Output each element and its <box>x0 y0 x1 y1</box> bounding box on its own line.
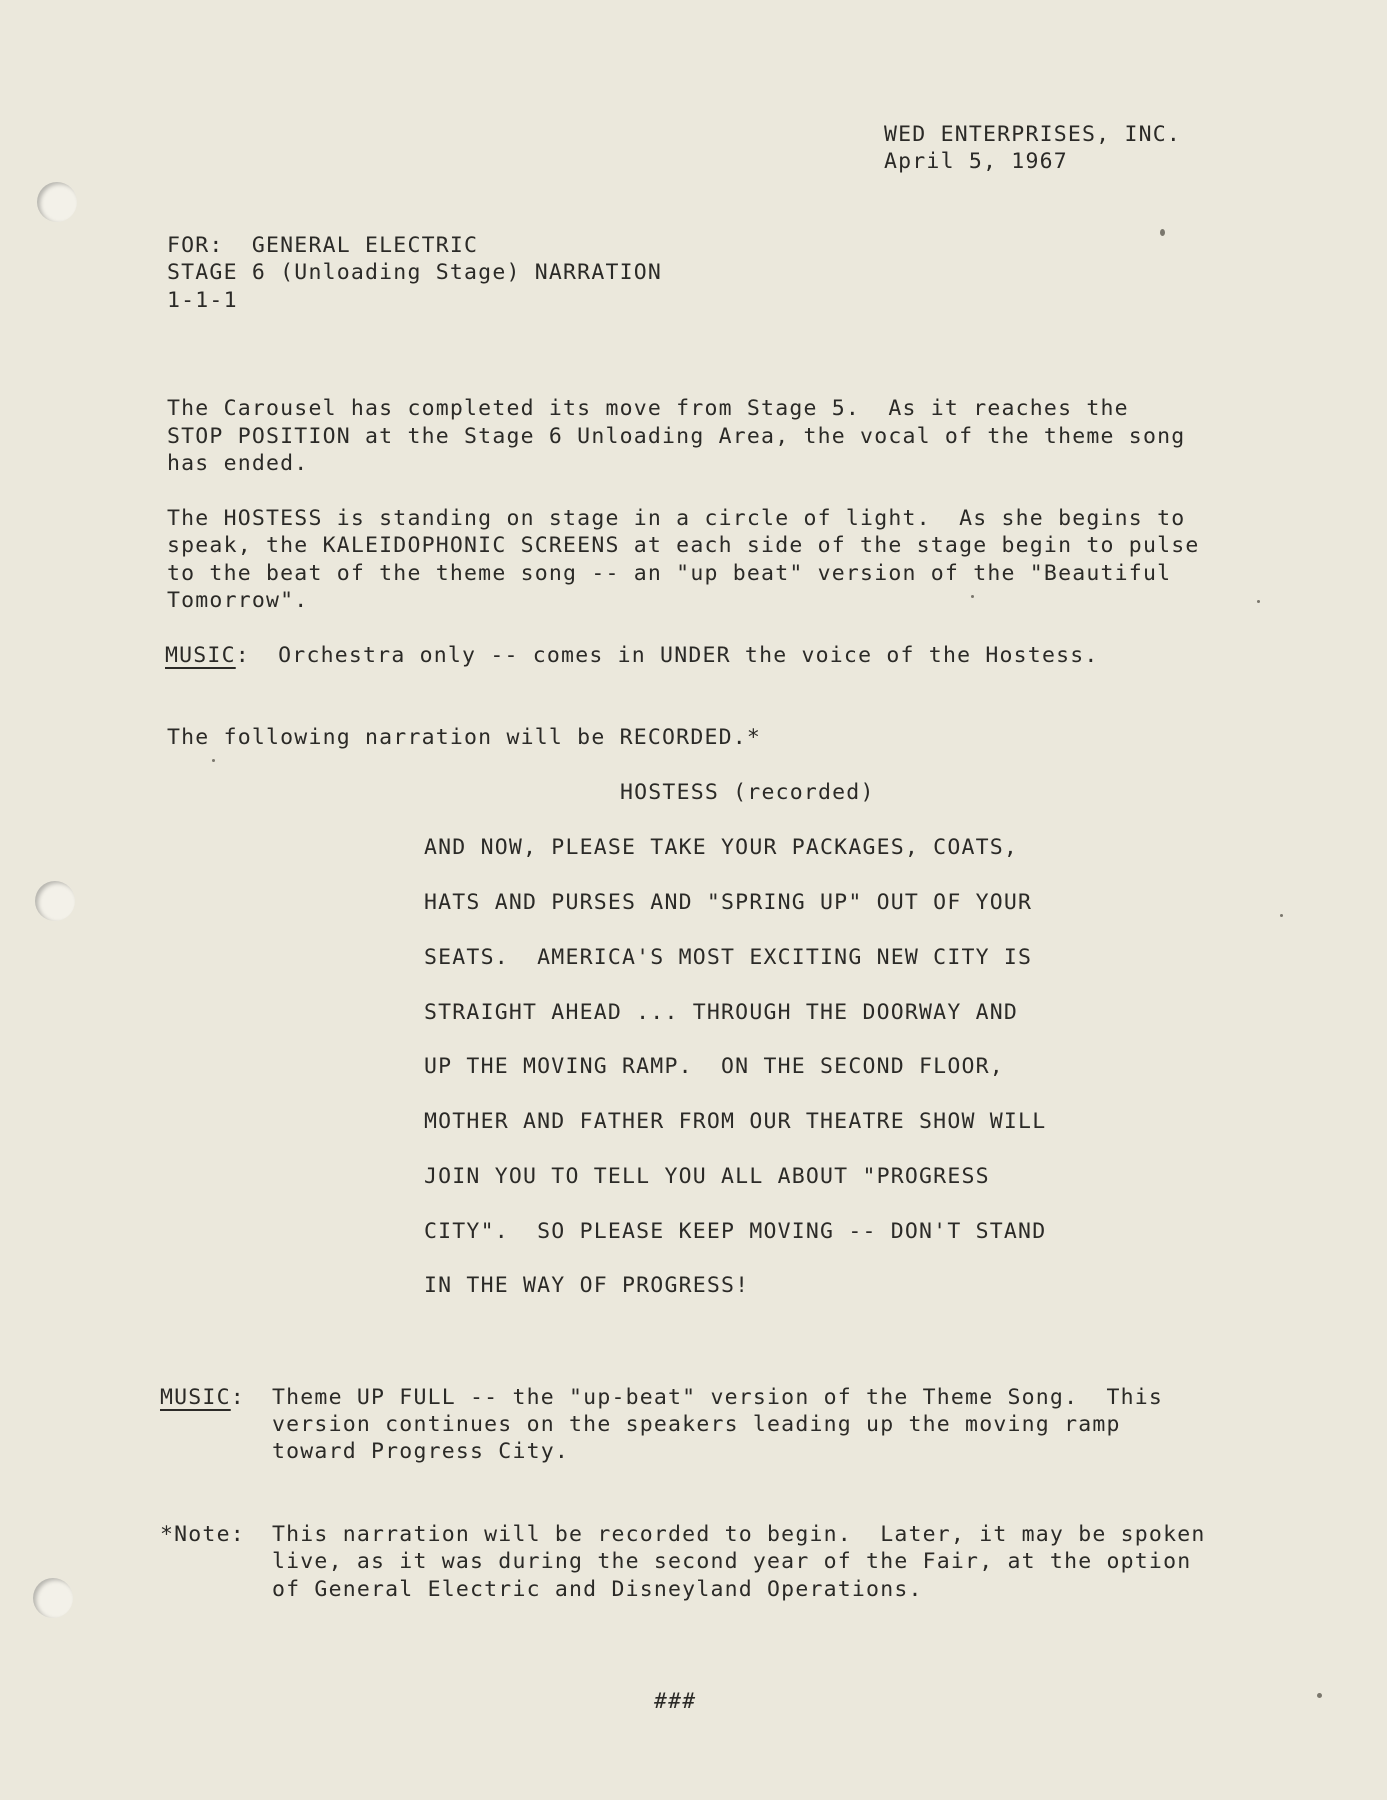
paper-speck <box>971 595 974 598</box>
end-mark: ### <box>654 1689 697 1714</box>
music-label: MUSIC <box>165 643 236 668</box>
punch-hole-bottom <box>33 1578 73 1618</box>
paper-speck <box>1280 914 1283 917</box>
punch-hole-top <box>37 182 77 222</box>
stage-title: STAGE 6 (Unloading Stage) NARRATION <box>167 260 663 285</box>
music-cue-orchestra <box>165 642 1099 669</box>
paper-speck <box>1257 600 1260 603</box>
intro-p2-line: speak, the KALEIDOPHONIC SCREENS at each side of the stage begin to pulse <box>167 533 1200 558</box>
note-line: This narration will be recorded to begin. Later, it may be spoken <box>272 1522 1206 1547</box>
intro-p1-line: has ended. <box>167 451 309 476</box>
speaker-heading: HOSTESS (recorded) <box>620 780 875 805</box>
music-theme-line: version continues on the speakers leading up the moving ramp <box>272 1412 1121 1437</box>
narration-line: SEATS. AMERICA'S MOST EXCITING NEW CITY IS <box>424 945 1033 970</box>
music-theme-line: toward Progress City. <box>272 1439 570 1464</box>
recorded-note: The following narration will be RECORDED.* <box>167 725 762 750</box>
company-name: WED ENTERPRISES, INC. <box>884 122 1182 147</box>
music-theme-line: Theme UP FULL -- the "up-beat" version of the Theme Song. This <box>272 1385 1164 1410</box>
note-line: of General Electric and Disneyland Operations. <box>272 1577 923 1602</box>
intro-p1-line: STOP POSITION at the Stage 6 Unloading Area, the vocal of the theme song <box>167 424 1186 449</box>
narration-line: HATS AND PURSES AND "SPRING UP" OUT OF YOUR <box>424 890 1033 915</box>
narration-line: UP THE MOVING RAMP. ON THE SECOND FLOOR, <box>424 1054 1004 1079</box>
music-cue-theme <box>160 1384 245 1411</box>
paper-speck <box>212 759 215 762</box>
document-code: 1-1-1 <box>167 288 238 313</box>
document-date: April 5, 1967 <box>884 149 1068 174</box>
music-label: MUSIC <box>160 1385 231 1410</box>
note-label: *Note: <box>160 1522 245 1547</box>
music-text: : Orchestra only -- comes in UNDER the voice of the Hostess. <box>235 643 1099 668</box>
narration-line: JOIN YOU TO TELL YOU ALL ABOUT "PROGRESS <box>424 1164 990 1189</box>
narration-line: CITY". SO PLEASE KEEP MOVING -- DON'T STAND <box>424 1219 1047 1244</box>
intro-p1-line: The Carousel has completed its move from Stage 5. As it reaches the <box>167 396 1129 421</box>
punch-hole-middle <box>35 881 75 921</box>
intro-p2-line: Tomorrow". <box>167 588 309 613</box>
music-colon: : <box>230 1385 245 1410</box>
note-line: live, as it was during the second year of the Fair, at the option <box>272 1549 1192 1574</box>
narration-line: MOTHER AND FATHER FROM OUR THEATRE SHOW WILL <box>424 1109 1047 1134</box>
narration-line: AND NOW, PLEASE TAKE YOUR PACKAGES, COATS, <box>424 835 1019 860</box>
for-line: FOR: GENERAL ELECTRIC <box>167 233 479 258</box>
paper-speck <box>1160 229 1165 236</box>
narration-line: STRAIGHT AHEAD ... THROUGH THE DOORWAY AND <box>424 1000 1019 1025</box>
paper-speck <box>1317 1693 1322 1698</box>
intro-p2-line: The HOSTESS is standing on stage in a circle of light. As she begins to <box>167 506 1186 531</box>
narration-line: IN THE WAY OF PROGRESS! <box>424 1273 750 1298</box>
intro-p2-line: to the beat of the theme song -- an "up beat" version of the "Beautiful <box>167 561 1172 586</box>
